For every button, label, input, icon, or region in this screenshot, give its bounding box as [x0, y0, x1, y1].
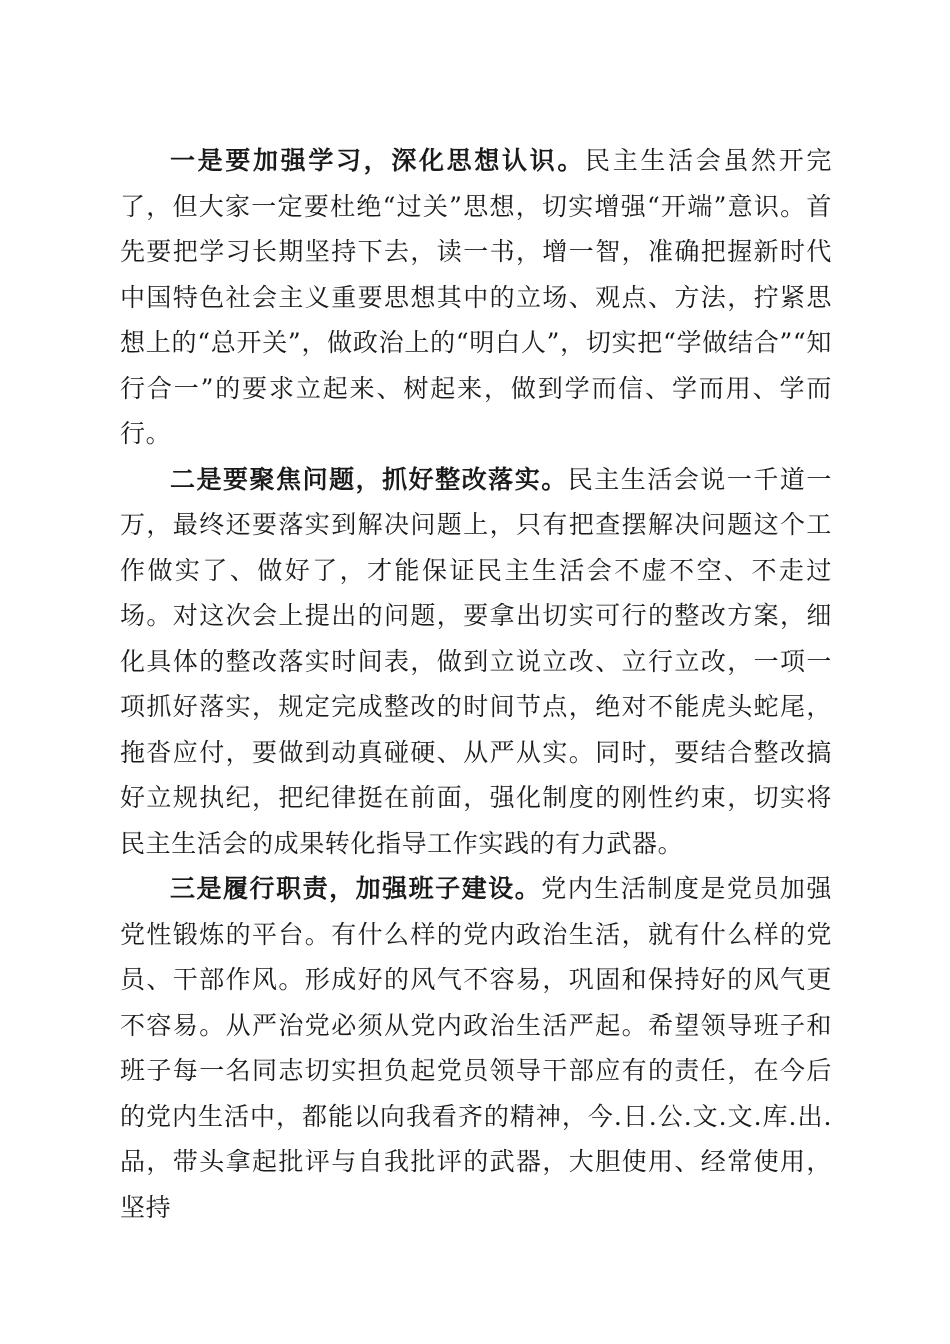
paragraph-2-lead: 二是要聚焦问题，抓好整改落实。: [170, 464, 568, 494]
paragraph-3-body: 党内生活制度是党员加强党性锻炼的平台。有什么样的党内政治生活，就有什么样的党员、干部作风。形成好的风气不容易，巩固和保持好的风气更不容易。从严治党必须从党内政治生活严起。希望领导班子和班子每一名同志切实担负起党员领导干部应有的责任，在今后的党内生活中，都能以向我看齐的精神，今.日.公.文.文.库.出.品，带头拿起批评与自我批评的武器，大胆使用、经常使用，坚持: [120, 874, 832, 1222]
paragraph-1-body: 民主生活会虽然开完了，但大家一定要杜绝“过关”思想，切实增强“开端”意识。首先要把学习长期坚持下去，读一书，增一智，准确把握新时代中国特色社会主义重要思想其中的立场、观点、方法，拧紧思想上的“总开关”，做政治上的“明白人”，切实把“学做结合”“知行合一”的要求立起来、树起来，做到学而信、学而用、学而行。: [120, 146, 832, 448]
paragraph-2-body: 民主生活会说一千道一万，最终还要落实到解决问题上，只有把查摆解决问题这个工作做实了、做好了，才能保证民主生活会不虚不空、不走过场。对这次会上提出的问题，要拿出切实可行的整改方案，细化具体的整改落实时间表，做到立说立改、立行立改，一项一项抓好落实，规定完成整改的时间节点，绝对不能虎头蛇尾，拖沓应付，要做到动真碰硬、从严从实。同时，要结合整改搞好立规执纪，把纪律挺在前面，强化制度的刚性约束，切实将民主生活会的成果转化指导工作实践的有力武器。: [120, 464, 832, 858]
paragraph-1: [120, 138, 832, 457]
paragraph-3: [120, 866, 832, 1230]
paragraph-1-lead: 一是要加强学习，深化思想认识。: [170, 146, 586, 175]
document-body: [120, 138, 832, 1230]
paragraph-3-lead: 三是履行职责，加强班子建设。: [170, 874, 542, 903]
paragraph-2: [120, 457, 832, 867]
